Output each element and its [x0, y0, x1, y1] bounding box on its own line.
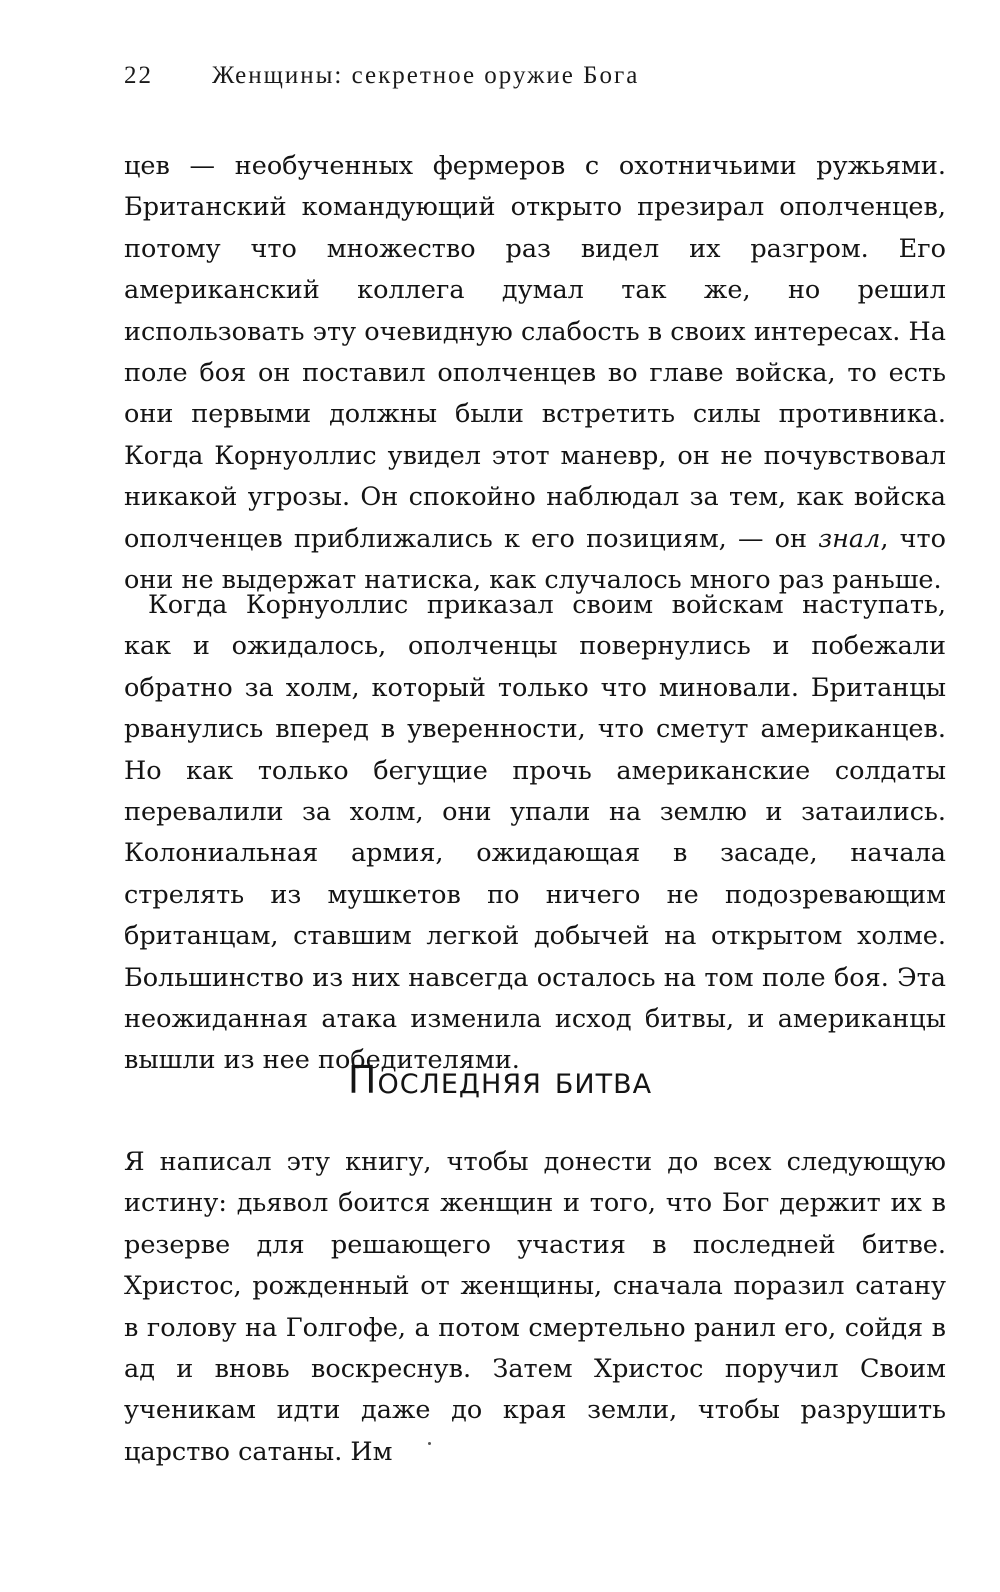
paragraph-3-text: Я написал эту книгу, чтобы донести до всех следующую истину: дьявол боится женщин и того, что Бог держит их в резерве для решающего участия в последней битве. Христос, рожденный от женщины, сначала поразил сатану в голову на Голгофе, а потом смертельно ранил его, сойдя в ад и вновь воскреснув. Затем Христос поручил Своим ученикам идти даже до края земли, чтобы разрушить царство сатаны. Им [124, 1147, 946, 1467]
running-head [124, 62, 639, 90]
section-heading: Последняя битва [347, 1058, 653, 1102]
paragraph-2 [124, 585, 946, 1082]
paragraph-2-text: Когда Корнуоллис приказал своим войскам наступать, как и ожидалось, ополченцы повернулись и побежали обратно за холм, который только что миновали. Британцы рванулись вперед в уверенности, что сметут американцев. Но как только бегущие прочь американские солдаты перевалили за холм, они упали на землю и затаились. Колониальная армия, ожидающая в засаде, начала стрелять из мушкетов по ничего не подозревающим британцам, ставшим легкой добычей на открытом холме. Большинство из них навсегда осталось на том поле боя. Эта неожиданная атака изменила исход битвы, и американцы вышли из нее победителями. [124, 590, 946, 1076]
paragraph-1 [124, 146, 946, 601]
paragraph-1-part-a: цев — необученных фермеров с охотничьими ружьями. Британский командующий открыто презирал ополченцев, потому что множество раз видел их разгром. Его американский коллега думал так же, но решил использовать эту очевидную слабость в своих интересах. На поле боя он поставил ополченцев во главе войска, то есть они первыми должны были встретить силы противника. Когда Корнуоллис увидел этот маневр, он не почувствовал никакой угрозы. Он спокойно наблюдал за тем, как войска ополченцев приближались к его позициям, — он [124, 151, 946, 554]
paragraph-1-part-b: , что они не выдержат натиска, как случалось много раз раньше. [124, 523, 946, 596]
paragraph-1-text [124, 146, 946, 601]
page-number: 22 [124, 62, 153, 89]
book-title: Женщины: секретное оружие Бога [212, 62, 640, 89]
print-speck [428, 1442, 431, 1445]
paragraph-1-italic-word: знал [818, 523, 881, 554]
paragraph-3 [124, 1142, 946, 1473]
